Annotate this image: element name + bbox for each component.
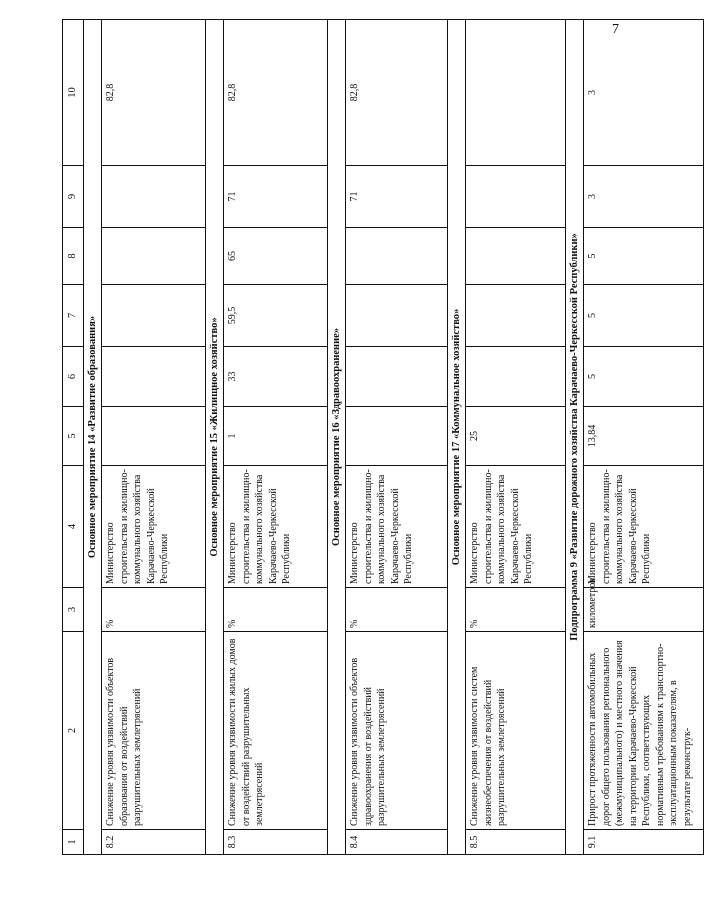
- row-number-cell: 8.5: [466, 830, 566, 855]
- value-cell: [466, 20, 566, 166]
- section-header-row: [328, 20, 346, 855]
- value-cell: 3: [584, 166, 704, 228]
- value-cell: [466, 228, 566, 285]
- value-cell: 82,8: [346, 20, 448, 166]
- value-cell: [102, 407, 206, 466]
- value-cell: 5: [584, 285, 704, 347]
- value-cell: 33: [224, 347, 328, 407]
- value-cell: 5: [584, 347, 704, 407]
- row-number-cell: 8.3: [224, 830, 328, 855]
- value-cell: 65: [224, 228, 328, 285]
- row-number-cell: 9.1: [584, 830, 704, 855]
- indicators-table: [62, 19, 704, 855]
- value-cell: [102, 347, 206, 407]
- unit-cell: километров: [584, 588, 704, 632]
- col-header: 9: [63, 166, 84, 228]
- col-header: 3: [63, 588, 84, 632]
- value-cell: [466, 347, 566, 407]
- executor-cell: Министерство строительства и жилищно-коммунального хозяйства Карачаево-Черкесской Республики: [466, 466, 566, 588]
- unit-cell: %: [102, 588, 206, 632]
- col-header: 6: [63, 347, 84, 407]
- col-header: 5: [63, 407, 84, 466]
- value-cell: 3: [584, 20, 704, 166]
- section-title: Подпрограмма 9 «Развитие дорожного хозяйства Карачаево-Черкесской Республики»: [566, 20, 584, 855]
- section-header-row: [206, 20, 224, 855]
- table-row: [584, 20, 704, 855]
- col-header: 1: [63, 830, 84, 855]
- value-cell: 71: [224, 166, 328, 228]
- value-cell: 25: [466, 407, 566, 466]
- section-title: Основное мероприятие 14 «Развитие образования»: [84, 20, 102, 855]
- indicator-name-cell: Снижение уровня уязвимости объектов здравоохранения от воздействий разрушительных землетрясений: [346, 632, 448, 830]
- value-cell: [102, 228, 206, 285]
- indicator-name-cell: Снижение уровня уязвимости объектов образования от воздействий разрушительных землетрясений: [102, 632, 206, 830]
- row-number-cell: 8.4: [346, 830, 448, 855]
- value-cell: [346, 347, 448, 407]
- row-number-cell: 8.2: [102, 830, 206, 855]
- value-cell: [346, 228, 448, 285]
- table-row: [102, 20, 206, 855]
- value-cell: 71: [346, 166, 448, 228]
- col-header: 2: [63, 632, 84, 830]
- executor-cell: Министерство строительства и жилищно-коммунального хозяйства Карачаево-Черкесской Республики: [224, 466, 328, 588]
- executor-cell: Министерство строительства и жилищно-коммунального хозяйства Карачаево-Черкесской Республики: [102, 466, 206, 588]
- executor-cell: Министерство строительства и жилищно-коммунального хозяйства Карачаево-Черкесской Республики: [584, 466, 704, 588]
- col-header: 8: [63, 228, 84, 285]
- unit-cell: %: [346, 588, 448, 632]
- section-title: Основное мероприятие 17 «Коммунальное хозяйство»: [448, 20, 466, 855]
- value-cell: 82,8: [102, 20, 206, 166]
- indicator-name-cell: Прирост протяженности автомобильных дорог общего пользования регионального (межмуниципального) и местного значения на территории Карачаево-Черкесской Республики, соответствующих нормативным требованиям к транспортно-эксплуатационным показателям, в результате реконструк-: [584, 632, 704, 830]
- value-cell: [102, 166, 206, 228]
- unit-cell: %: [224, 588, 328, 632]
- value-cell: 59,5: [224, 285, 328, 347]
- section-header-row: [448, 20, 466, 855]
- value-cell: [466, 285, 566, 347]
- section-header-row: [84, 20, 102, 855]
- table-row: [346, 20, 448, 855]
- rotated-table-page: [62, 20, 693, 855]
- column-number-row: [63, 20, 84, 855]
- col-header: 7: [63, 285, 84, 347]
- section-title: Основное мероприятие 15 «Жилищное хозяйство»: [206, 20, 224, 855]
- value-cell: 1: [224, 407, 328, 466]
- indicator-name-cell: Снижение уровня уязвимости систем жизнеобеспечения от воздействий разрушительных землетрясений: [466, 632, 566, 830]
- page-number: 7: [612, 22, 619, 37]
- table-row: [224, 20, 328, 855]
- value-cell: [466, 166, 566, 228]
- unit-cell: %: [466, 588, 566, 632]
- value-cell: [346, 285, 448, 347]
- indicator-name-cell: Снижение уровня уязвимости жилых домов от воздействий разрушительных землетрясений: [224, 632, 328, 830]
- section-title: Основное мероприятие 16 «Здравоохранение»: [328, 20, 346, 855]
- value-cell: [102, 285, 206, 347]
- value-cell: 82,8: [224, 20, 328, 166]
- value-cell: [346, 407, 448, 466]
- value-cell: 13,84: [584, 407, 704, 466]
- executor-cell: Министерство строительства и жилищно-коммунального хозяйства Карачаево-Черкесской Республики: [346, 466, 448, 588]
- col-header: 4: [63, 466, 84, 588]
- col-header: 10: [63, 20, 84, 166]
- section-header-row: [566, 20, 584, 855]
- value-cell: 5: [584, 228, 704, 285]
- table-row: [466, 20, 566, 855]
